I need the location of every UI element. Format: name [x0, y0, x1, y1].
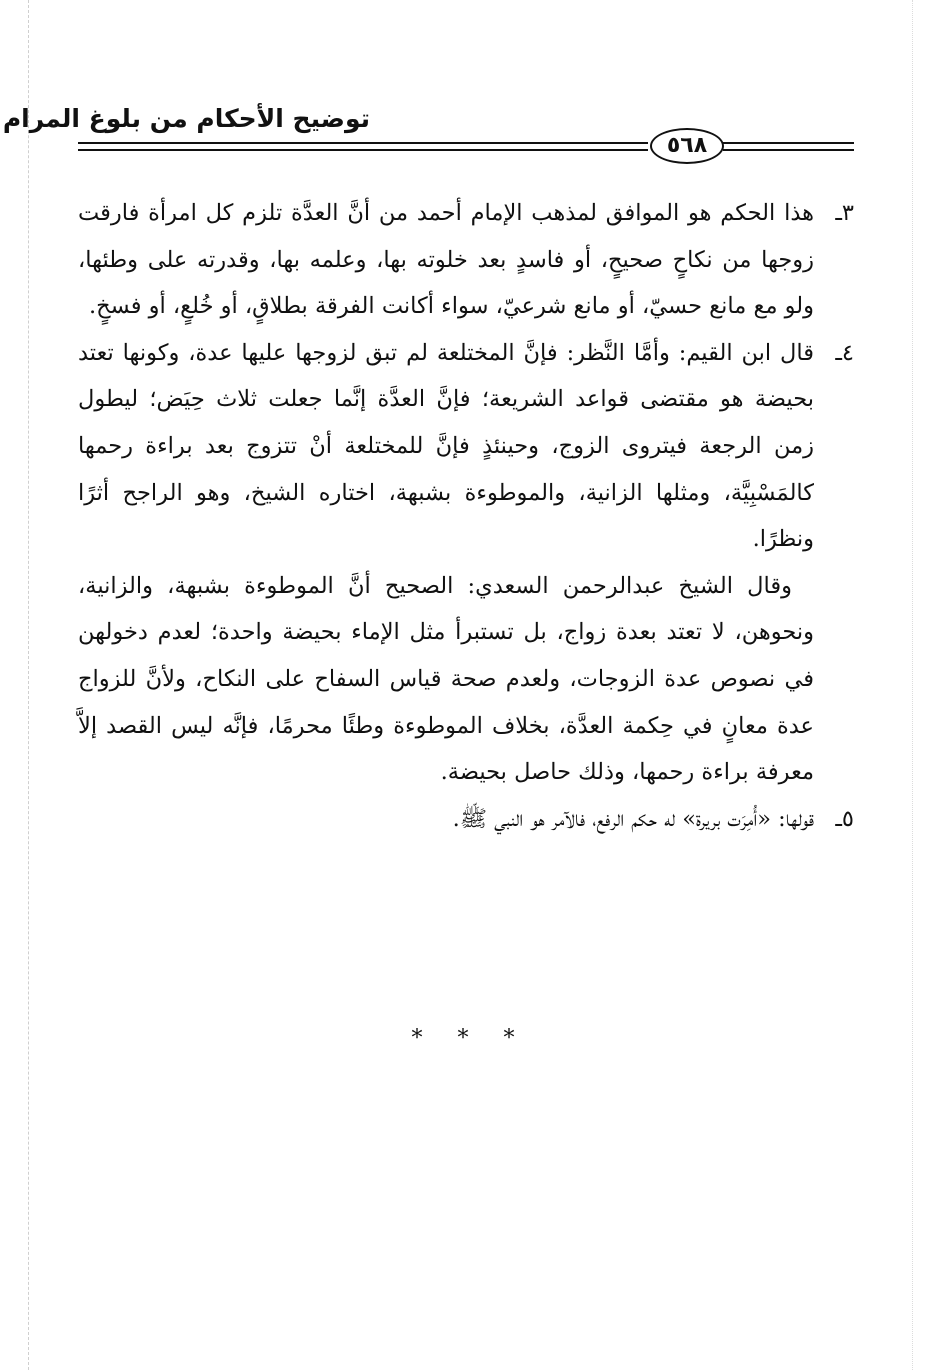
- header-rule: [78, 142, 648, 144]
- paragraph-text: قولها: «أُمِرَت بريرة» له حكم الرفع، فالآمر هو النبي ﷺ.: [452, 805, 814, 832]
- scan-edge-left: [28, 0, 29, 1370]
- paragraph-number: ٣ـ: [835, 200, 854, 226]
- paragraph-number: ٥ـ: [835, 805, 854, 832]
- page-body: [78, 190, 854, 842]
- page-header: [2, 96, 854, 166]
- header-rule: [78, 149, 648, 151]
- numbered-paragraph-4: [78, 330, 854, 563]
- paragraph-text: وقال الشيخ عبدالرحمن السعدي: الصحيح أنَّ الموطوءة بشبهة، والزانية، ونحوهن، لا تعتد بعدة زواج، بل تستبرأ مثل الإماء بحيضة واحدة؛ لعدم دخولهن في نصوص عدة الزوجات، ولعدم صحة قياس السفاح على النكاح، ولأنَّ للزواج عدة معانٍ في حِكمة العدَّة، بخلاف الموطوءة وطئًا محرمًا، فإنَّه ليس القصد إلاَّ معرفة براءة رحمها، وذلك حاصل بحيضة.: [78, 572, 814, 786]
- scan-edge-right: [912, 0, 913, 1370]
- quote-paragraph-saadi: [78, 563, 854, 796]
- page-number-badge: [650, 128, 724, 164]
- paragraph-number: ٤ـ: [835, 339, 854, 366]
- header-rule: [723, 149, 854, 151]
- section-separator: * * *: [411, 1026, 529, 1051]
- numbered-paragraph-3: [78, 190, 854, 330]
- numbered-paragraph-5: [78, 796, 854, 843]
- book-title: توضيح الأحكام من بلوغ المرام: [2, 104, 370, 133]
- header-rule: [723, 142, 854, 144]
- paragraph-text: هذا الحكم هو الموافق لمذهب الإمام أحمد من أنَّ العدَّة تلزم كل امرأة فارقت زوجها من نكاحٍ صحيحٍ، أو فاسدٍ بعد خلوته بها، وعلمه بها، وقدرته على وطئها، ولو مع مانع حسيّ، أو مانع شرعيّ، سواء أكانت الفرقة بطلاقٍ، أو خُلعٍ، أو فسخٍ.: [78, 200, 814, 320]
- page-number: ٥٦٨: [666, 133, 708, 158]
- paragraph-text: قال ابن القيم: وأمَّا النَّظر: فإنَّ المختلعة لم تبق لزوجها عليها عدة، وكونها تعتد بحيضة هو مقتضى قواعد الشريعة؛ فإنَّ العدَّة إنَّما جعلت ثلاث حِيَض؛ ليطول زمن الرجعة فيتروى الزوج، وحينئذٍ فإنَّ للمختلعة أنْ تتزوج بعد براءة رحمها كالمَسْبِيَّة، ومثلها الزانية، والموطوءة بشبهة، اختاره الشيخ، وهو الراجح أثرًا ونظرًا.: [78, 339, 814, 553]
